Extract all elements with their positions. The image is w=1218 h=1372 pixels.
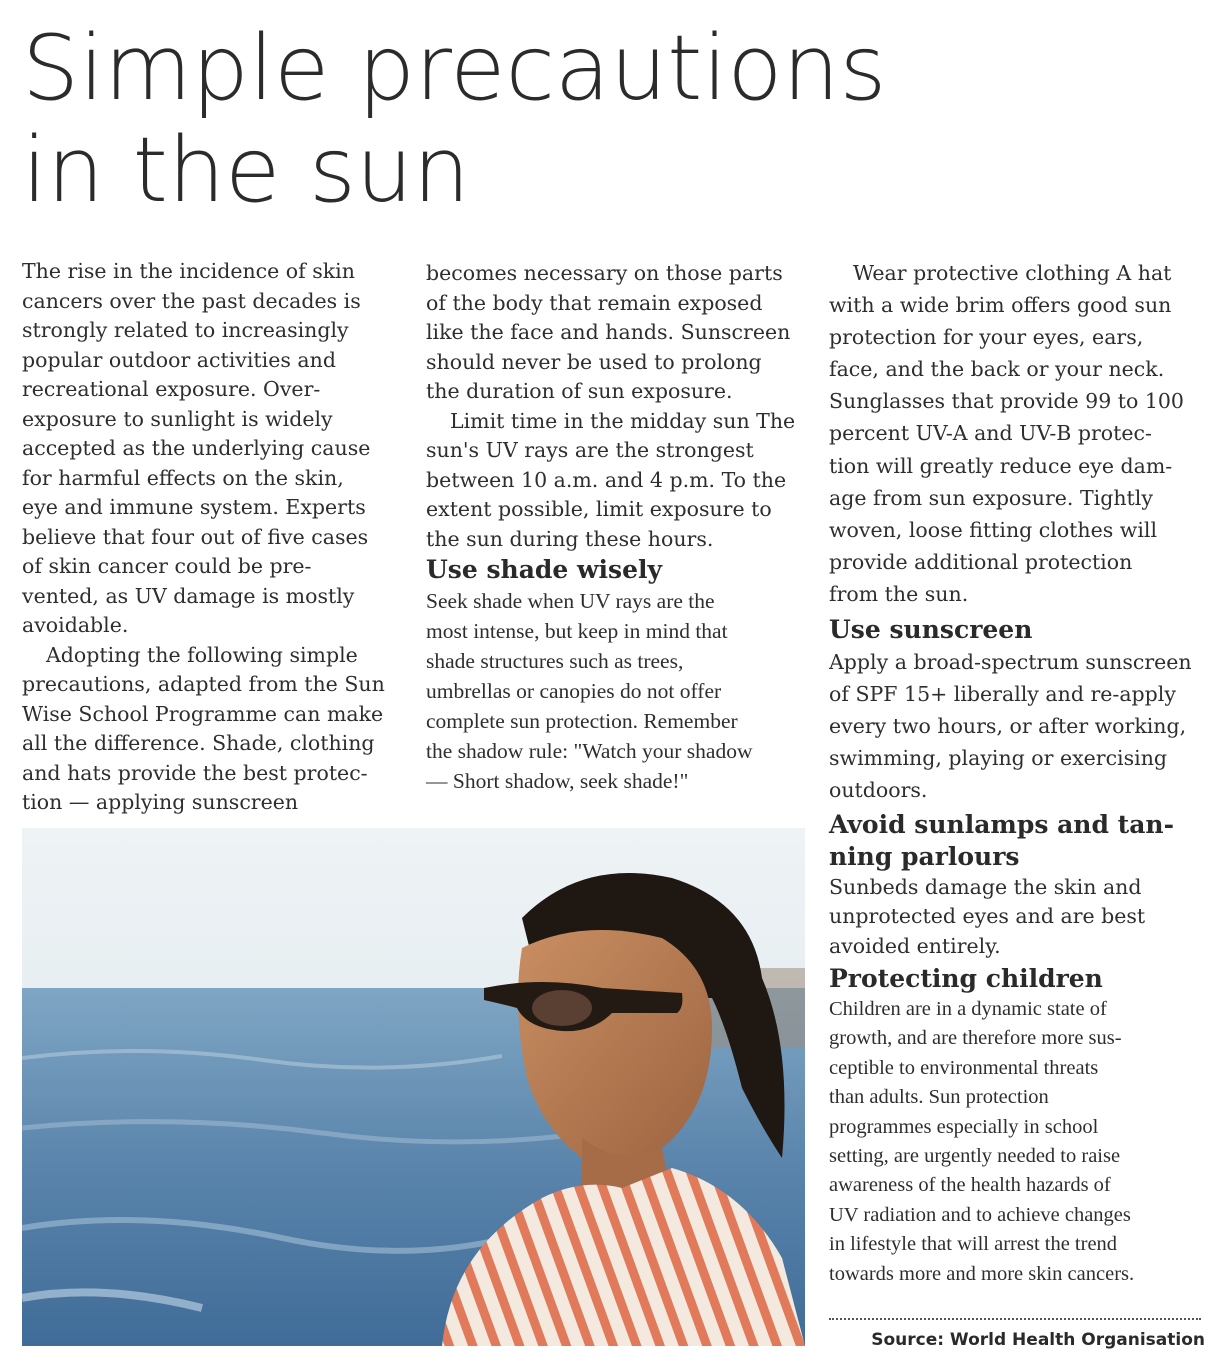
- body-line: precautions, adapted from the Sun: [22, 672, 385, 696]
- children-section: [829, 995, 1205, 1289]
- body-line: extent possible, limit exposure to: [426, 497, 772, 521]
- body-line: swimming, playing or exercising: [829, 746, 1168, 771]
- body-line: avoidable.: [22, 613, 129, 637]
- body-line: between 10 a.m. and 4 p.m. To the: [426, 467, 787, 492]
- body-line: the shadow rule: "Watch your shadow: [426, 739, 753, 763]
- shade-section: [426, 586, 806, 796]
- body-line: towards more and more skin cancers.: [829, 1262, 1135, 1285]
- body-line: Apply a broad-spectrum sunscreen: [829, 650, 1192, 675]
- body-line: growth, and are therefore more sus-: [829, 1027, 1122, 1050]
- body-line: ceptible to environmental threats: [829, 1056, 1099, 1079]
- body-line: Sunglasses that provide 99 to 100: [829, 389, 1184, 414]
- body-line: exposure to sunlight is widely: [22, 406, 333, 431]
- headline-line-1: Simple precautions: [22, 16, 887, 121]
- body-line: becomes necessary on those parts: [426, 261, 783, 285]
- headline-line-2: in the sun: [22, 118, 470, 223]
- body-line: every two hours, or after working,: [829, 714, 1187, 739]
- body-line: in lifestyle that will arrest the trend: [829, 1233, 1118, 1256]
- body-line: and hats provide the best protec-: [22, 760, 368, 785]
- body-line: umbrellas or canopies do not offer: [426, 679, 722, 703]
- body-line: complete sun protection. Remember: [426, 709, 738, 733]
- body-line: tion will greatly reduce eye dam-: [829, 453, 1173, 478]
- body-line: should never be used to prolong: [426, 349, 762, 374]
- body-line: The rise in the incidence of skin: [22, 259, 355, 283]
- body-line: Seek shade when UV rays are the: [426, 589, 715, 613]
- body-line: avoided entirely.: [829, 933, 1001, 958]
- body-line: percent UV-A and UV-B protec-: [829, 421, 1152, 446]
- body-line: awareness of the health hazards of: [829, 1174, 1111, 1197]
- body-line: setting, are urgently needed to raise: [829, 1145, 1121, 1168]
- body-line: believe that four out of five cases: [22, 524, 369, 549]
- column-3: [829, 257, 1205, 1289]
- dotted-divider: [829, 1318, 1201, 1320]
- body-line: protection for your eyes, ears,: [829, 325, 1144, 350]
- body-line: sun's UV rays are the strongest: [426, 438, 754, 462]
- subhead-avoid-sunlamps: Avoid sunlamps and tan-: [829, 809, 1174, 839]
- body-line: programmes especially in school: [829, 1115, 1099, 1138]
- body-line: shade structures such as trees,: [426, 649, 684, 673]
- body-line: than adults. Sun protection: [829, 1086, 1049, 1109]
- body-line: of the body that remain exposed: [426, 290, 763, 315]
- body-line: for harmful effects on the skin,: [22, 465, 344, 490]
- body-line: recreational exposure. Over-: [22, 377, 321, 401]
- body-line: accepted as the underlying cause: [22, 436, 371, 460]
- body-line: of SPF 15+ liberally and re-apply: [829, 682, 1176, 707]
- body-line: Limit time in the midday sun The: [450, 408, 796, 433]
- body-line: like the face and hands. Sunscreen: [426, 320, 791, 344]
- body-line: the duration of sun exposure.: [426, 379, 733, 403]
- body-line: Wear protective clothing A hat: [853, 261, 1172, 285]
- beach-photo-illustration: [22, 828, 805, 1346]
- body-line: face, and the back or your neck.: [829, 357, 1165, 382]
- column-1: [22, 257, 394, 818]
- column-2: [426, 259, 806, 796]
- body-line: vented, as UV damage is mostly: [22, 583, 355, 608]
- body-line: all the difference. Shade, clothing: [22, 731, 375, 755]
- source-credit: Source: World Health Organisation: [871, 1330, 1205, 1350]
- body-line: UV radiation and to achieve changes: [829, 1203, 1131, 1226]
- subhead-use-sunscreen: Use sunscreen: [829, 615, 1033, 645]
- body-line: strongly related to increasingly: [22, 318, 349, 342]
- headline: [22, 18, 1022, 222]
- body-line: cancers over the past decades is: [22, 288, 361, 313]
- body-line: from the sun.: [829, 581, 969, 606]
- body-line: the sun during these hours.: [426, 526, 714, 551]
- body-line: outdoors.: [829, 778, 928, 803]
- body-line: age from sun exposure. Tightly: [829, 485, 1153, 510]
- body-line: provide additional protection: [829, 549, 1133, 574]
- body-line: woven, loose fitting clothes will: [829, 517, 1157, 542]
- body-line: Adopting the following simple: [46, 642, 358, 667]
- body-line: popular outdoor activities and: [22, 347, 336, 372]
- subhead-protecting-children: Protecting children: [829, 964, 1103, 993]
- body-line: Sunbeds damage the skin and: [829, 874, 1142, 899]
- body-line: unprotected eyes and are best: [829, 904, 1146, 928]
- body-line: with a wide brim offers good sun: [829, 293, 1172, 318]
- body-line: of skin cancer could be pre-: [22, 554, 312, 578]
- body-line: Wise School Programme can make: [22, 701, 384, 726]
- body-line: most intense, but keep in mind that: [426, 619, 728, 643]
- body-line: tion — applying sunscreen: [22, 790, 299, 814]
- subhead-avoid-sunlamps-cont: ning parlours: [829, 841, 1020, 871]
- body-line: eye and immune system. Experts: [22, 495, 366, 519]
- body-line: Children are in a dynamic state of: [829, 998, 1107, 1020]
- beach-photo: [22, 828, 805, 1346]
- body-line: — Short shadow, seek shade!": [426, 769, 689, 793]
- subhead-use-shade-wisely: Use shade wisely: [426, 555, 663, 584]
